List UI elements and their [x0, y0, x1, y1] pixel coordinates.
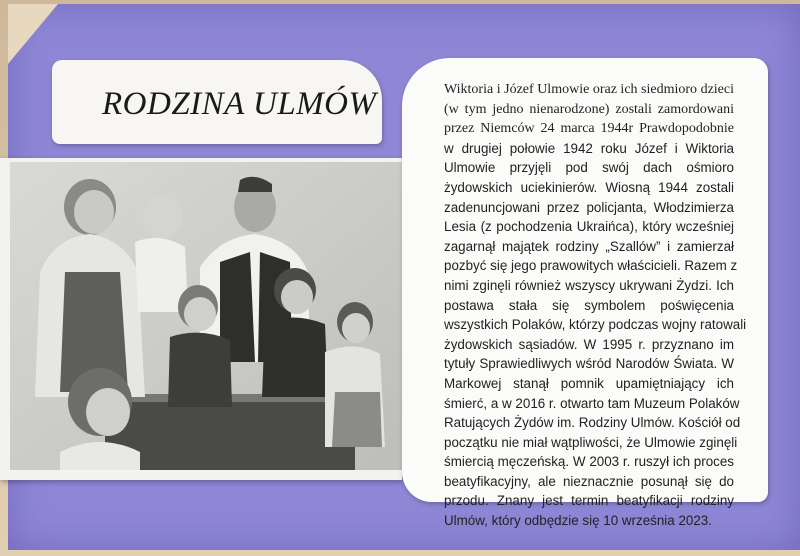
story-line: przez Niemców 24 marca 1944r Prawdopodobnie [444, 121, 734, 137]
story-line: początku nie miał wątpliwości, że Ulmowie zginęli [444, 434, 738, 450]
story-line: śmierć, a w 2016 r. otwarto tam Muzeum Polaków [444, 395, 740, 411]
story-line: Wiktoria i Józef Ulmowie oraz ich siedmioro dzieci [444, 82, 734, 97]
story-line: zadenuncjowani przez policjanta, Włodzimierza [444, 199, 734, 215]
poster-title: RODZINA ULMÓW [102, 86, 377, 122]
story-text [444, 80, 747, 531]
story-line: postawa stała się symbolem poświęcenia [444, 297, 734, 313]
story-line: Markowej stanął pomnik upamiętniający ich [444, 375, 734, 391]
story-line: nimi zginęli również wszyscy ukrywani Żydzi. Ich [444, 277, 734, 293]
story-line: Ulmowie przyjęli pod swój dach ośmioro [444, 160, 734, 176]
story-line: zagarnął majątek rodziny „Szallów” i zamierzał [444, 238, 734, 254]
story-line: żydowskich uciekinierów. Wiosną 1944 zostali [444, 179, 734, 195]
family-photo [10, 162, 402, 470]
poster-torn-corner [8, 4, 58, 64]
story-line: śmiercią męczeńską. W 2003 r. ruszył ich proces [444, 454, 734, 470]
story-line: Lesia (z pochodzenia Ukraińca), który wcześniej [444, 219, 734, 235]
title-card [52, 60, 382, 144]
story-line: w drugiej połowie 1942 roku Józef i Wiktoria [444, 140, 734, 156]
story-line: żydowskich sąsiadów. W 1995 r. przyznano im [444, 336, 734, 352]
story-line: przodu. Znany jest termin beatyfikacji rodziny [444, 493, 734, 509]
story-line: Ulmów, który odbędzie się 10 września 2023. [444, 513, 712, 529]
story-line: beatyfikacyjny, ale nieznacznie posunął się do [444, 473, 734, 489]
story-line: pozbyć się jego prawowitych właścicieli. Razem z [444, 258, 738, 274]
story-line: tytuły Sprawiedliwych wśród Narodów Świata. W [444, 356, 734, 372]
story-line: wszystkich Polaków, którzy podczas wojny ratowali [444, 317, 747, 333]
story-line: Ratujących Żydów im. Rodziny Ulmów. Kościół od [444, 415, 741, 431]
family-photo-illustration [10, 162, 402, 470]
story-line: (w tym jedno nienarodzone) zostali zamordowani [444, 101, 734, 117]
